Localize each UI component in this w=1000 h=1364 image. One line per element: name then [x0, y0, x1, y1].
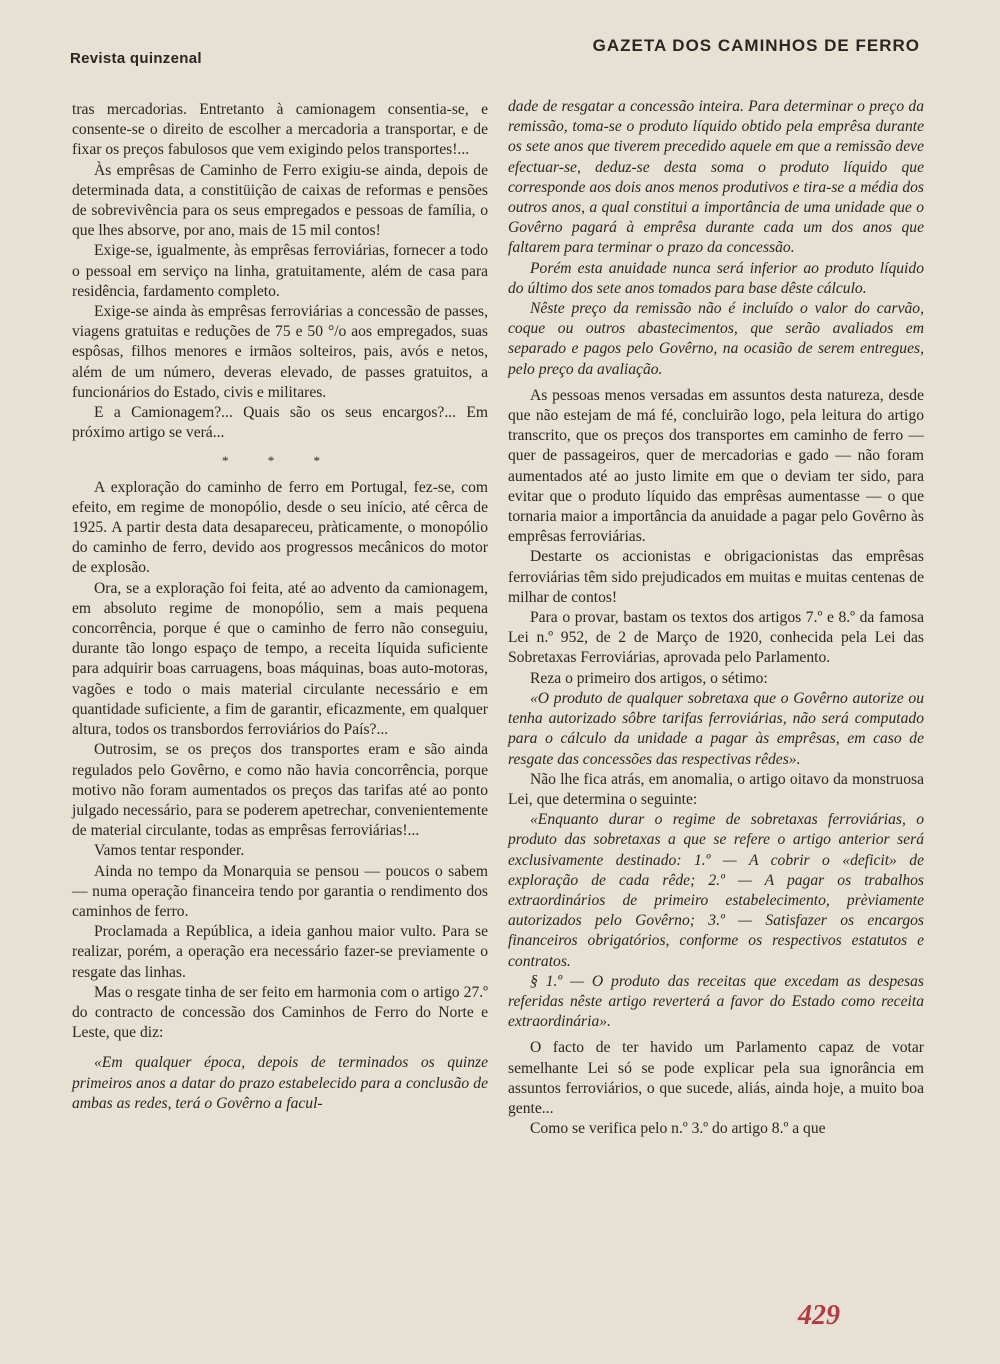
section-separator: * * *: [222, 453, 338, 469]
quoted-paragraph: «Em qualquer época, depois de terminados os quinze primeiros anos a datar do prazo estabelecido para a conclusão de ambas as redes, terá o Govêrno a facul-: [72, 1054, 488, 1112]
paragraph: Vamos tentar responder.: [94, 842, 245, 860]
paragraph: Ora, se a exploração foi feita, até ao advento da camionagem, em absoluto regime de monopólio, sem a mais pequena concorrência, porque é que o caminho de ferro não conseguiu, durante tão longo espaço de tempo, a receita líquida suficiente para adquirir boas carruagens, boas máquinas, boas auto-motoras, vagões e todo o mais material circulante necessário e em quantidade suficiente, a fim de garantir, eficazmente, em qualquer altura, todos os transbordos ferroviários do País?...: [72, 579, 488, 739]
paragraph: tras mercadorias. Entretanto à camionagem consentia-se, e consente-se o direito de escolher a mercadoria a transportar, e de fixar os preços fabulosos que vem exigindo pelos transportes!...: [72, 101, 488, 159]
right-column: [508, 97, 924, 1139]
quoted-paragraph: § 1.º — O produto das receitas que excedam as despesas referidas nêste artigo reverterá a favor do Estado como receita extraordinária».: [508, 972, 924, 1031]
header-journal-title: GAZETA DOS CAMINHOS DE FERRO: [592, 36, 920, 55]
paragraph: Proclamada a República, a ideia ganhou maior vulto. Para se realizar, porém, a operação era necessário fazer-se previamente o resgate das linhas.: [72, 923, 488, 981]
paragraph: Exige-se ainda às emprêsas ferroviárias a concessão de passes, viagens gratuitas e reduções de 75 e 50 °/o aos empregados, suas espôsas, filhos menores e irmãos solteiros, pais, avós e netos, além de um número, deveras elevado, de passes gratuitos, a funcionários do Estado, civis e militares.: [72, 303, 488, 401]
quoted-paragraph: «Enquanto durar o regime de sobretaxas ferroviárias, o produto das sobretaxas a que se refere o artigo anterior será exclusivamente destinado: 1.º — A cobrir o «deficit» de exploração de cada rêde; 2.º — A pagar os trabalhos extraordinários de primeiro estabelecimento, prèviamente autorizados pelo Govêrno; 3.º — Satisfazer os encargos financeiros obrigatórios, conforme os respectivos estatutos e contratos.: [508, 811, 924, 970]
paragraph: As pessoas menos versadas em assuntos desta natureza, desde que não estejam de má fé, concluirão logo, pela leitura do artigo transcrito, que os preços dos transportes em caminho de ferro — quer de passageiros, quer de mercadorias e gado — não foram aumentados até ao justo limite em que o deviam ter sido, para evitar que o produto líquido das emprêsas aumentasse — o que tornaria maior a importância da anuidade a pagar pelo Govêrno às emprêsas ferroviárias.: [508, 386, 924, 546]
paragraph: Como se verifica pelo n.º 3.º do artigo 8.º a que: [530, 1120, 826, 1138]
paragraph: Destarte os accionistas e obrigacionistas das emprêsas ferroviárias têm sido prejudicados em muitas e muitas centenas de milhar de contos!: [508, 548, 924, 606]
page-number: 429: [798, 1300, 840, 1331]
paragraph: Ainda no tempo da Monarquia se pensou — poucos o sabem — numa operação financeira tendo por garantia o rendimento dos caminhos de ferro.: [72, 862, 488, 920]
quoted-paragraph: «O produto de qualquer sobretaxa que o Govêrno autorize ou tenha autorizado sôbre tarifas ferroviárias, não será computado para o cálculo da unidade a pagar às emprêsas, em caso de resgate das concessões das respectivas rêdes».: [508, 689, 924, 768]
paragraph: Outrosim, se os preços dos transportes eram e são ainda regulados pelo Govêrno, e como não havia concorrência, porque motivo não foram aumentados os preços das tarifas até ao ponto julgado necessário, para se poderem apetrechar, convenientemente de material circulante, todas as emprêsas ferroviárias!...: [72, 741, 488, 840]
paragraph: O facto de ter havido um Parlamento capaz de votar semelhante Lei só se pode explicar pela sua ignorância em assuntos ferroviários, o que sucede, aliás, ainda hoje, a muito boa gente...: [508, 1039, 924, 1117]
quoted-paragraph: dade de resgatar a concessão inteira. Para determinar o preço da remissão, toma-se o produto líquido obtido pela emprêsa durante os sete anos que tiverem precedido aquele em que a remissão deve efectuar-se, deduz-se desta soma o produto líquido que corresponde aos dois anos menos produtivos e tira-se a média dos outros anos, a qual constitui a importância de uma unidade que o Govêrno pagará à emprêsa durante cada um dos anos que faltarem para terminar o prazo da concessão.: [508, 98, 924, 257]
header-section-label: Revista quinzenal: [70, 50, 202, 67]
paragraph: Mas o resgate tinha de ser feito em harmonia com o artigo 27.º do contracto de concessão dos Caminhos de Ferro do Norte e Leste, que diz:: [72, 983, 488, 1042]
left-column: [72, 100, 488, 1114]
paragraph: Às emprêsas de Caminho de Ferro exigiu-se ainda, depois de determinada data, a constitüição de caixas de reformas e pensões de sobrevivência para os seus empregados e pessoas de família, o que lhes absorve, por ano, mais de 15 mil contos!: [72, 161, 488, 240]
paragraph: Reza o primeiro dos artigos, o sétimo:: [530, 669, 768, 687]
paragraph: Não lhe fica atrás, em anomalia, o artigo oitavo da monstruosa Lei, que determina o seguinte:: [508, 770, 924, 808]
paragraph: E a Camionagem?... Quais são os seus encargos?... Em próximo artigo se verá...: [72, 404, 488, 442]
paragraph: Para o provar, bastam os textos dos artigos 7.º e 8.º da famosa Lei n.º 952, de 2 de Março de 1920, conhecida pela Lei das Sobretaxas Ferroviárias, aprovada pelo Parlamento.: [508, 609, 924, 667]
paragraph: A exploração do caminho de ferro em Portugal, fez-se, com efeito, em regime de monopólio, desde o seu início, até cêrca de 1925. A partir desta data desapareceu, pràticamente, o monopólio do caminho de ferro, devido aos progressos mecânicos do motor de explosão.: [72, 478, 488, 577]
quoted-paragraph: Nêste preço da remissão não é incluído o valor do carvão, coque ou outros abastecimentos, que serão avaliados em separado e pagos pelo Govêrno, na ocasião de serem entregues, pelo preço da avaliação.: [508, 300, 924, 378]
page-header: [70, 36, 920, 66]
quoted-paragraph: Porém esta anuidade nunca será inferior ao produto líquido do último dos sete anos tomados para base dêste cálculo.: [508, 259, 924, 297]
paragraph: Exige-se, igualmente, às emprêsas ferroviárias, fornecer a todo o pessoal em serviço na linha, gratuitamente, além de casa para residência, fardamento completo.: [72, 242, 488, 300]
